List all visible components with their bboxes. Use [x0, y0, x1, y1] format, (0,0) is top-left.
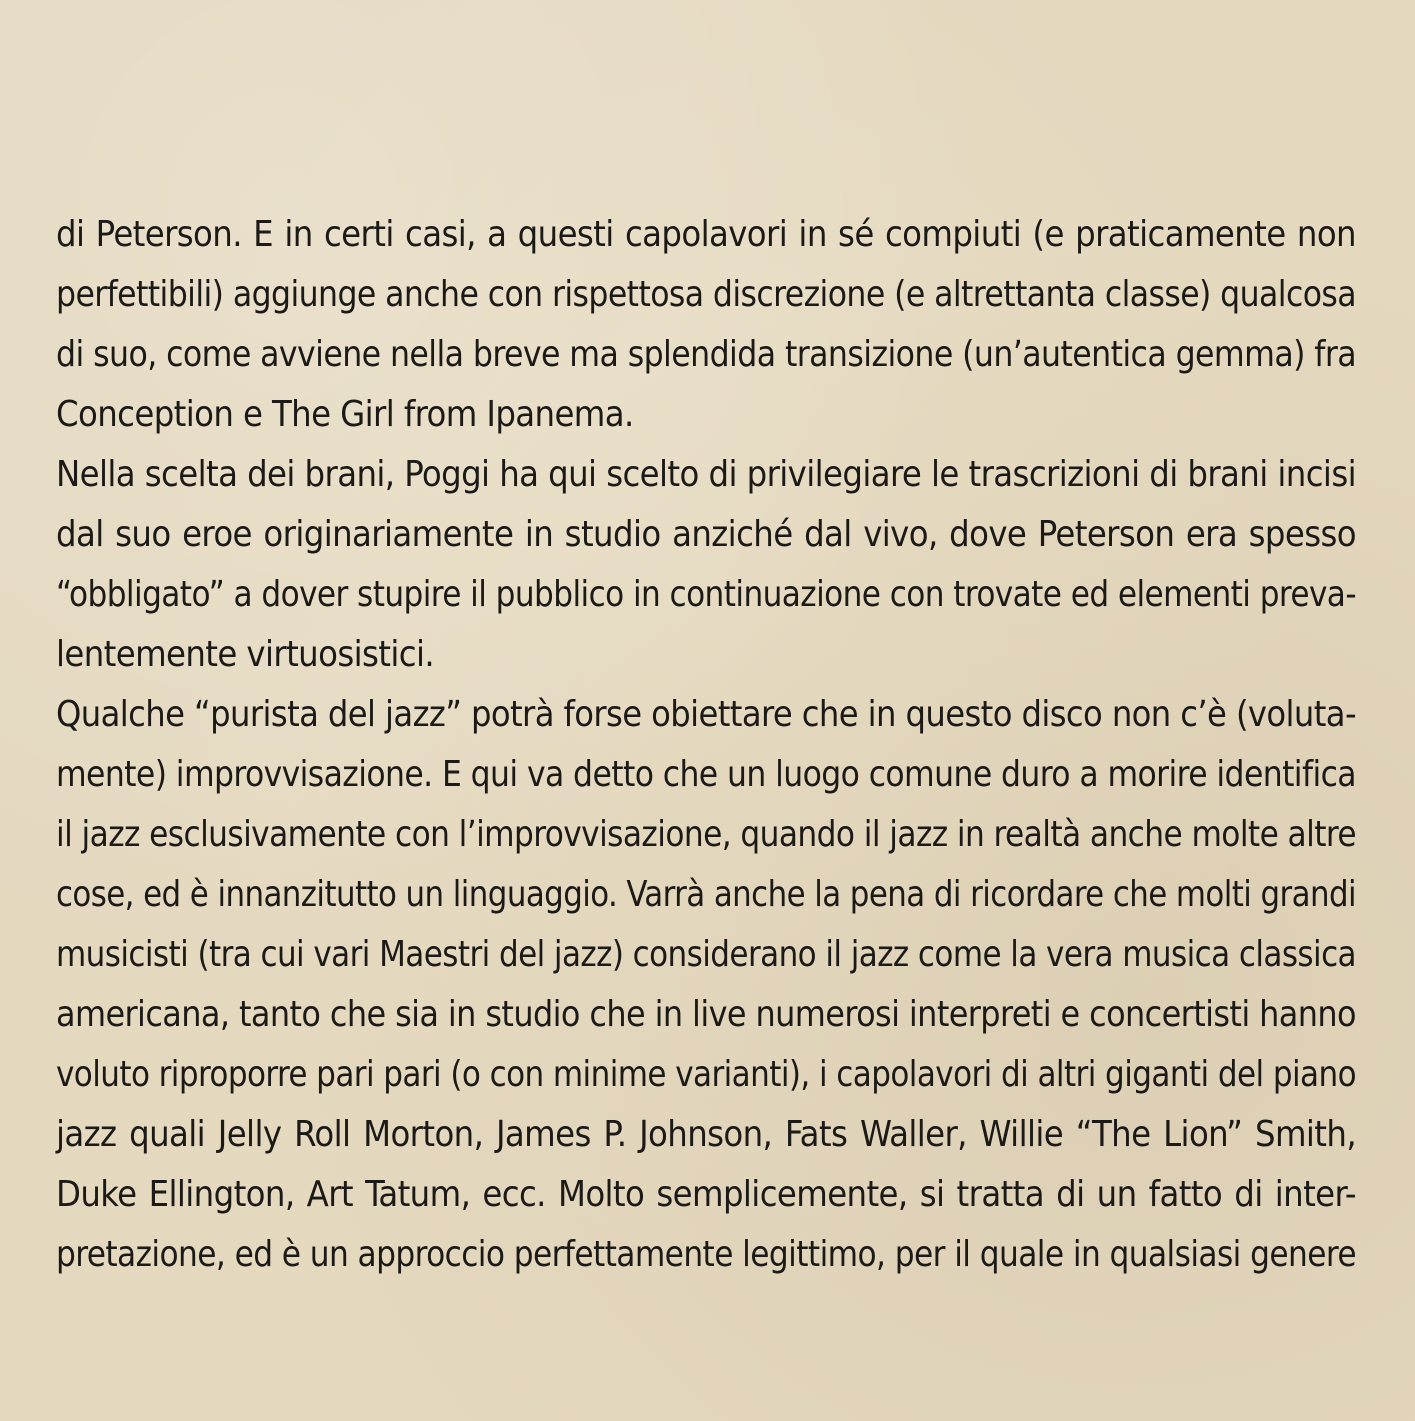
text-line: voluto riproporre pari pari (o con minime varianti), i capolavori di altri giganti del piano: [56, 1054, 1356, 1095]
text-line: di suo, come avviene nella breve ma splendida transizione (un’autentica gemma) fra: [56, 334, 1356, 375]
text-line: Duke Ellington, Art Tatum, ecc. Molto semplicemente, si tratta di un fatto di inter-: [56, 1174, 1356, 1215]
text-line: Nella scelta dei brani, Poggi ha qui scelto di privilegiare le trascrizioni di brani incisi: [56, 454, 1356, 495]
text-line: lentemente virtuosistici.: [56, 634, 435, 675]
text-line: Conception e The Girl from Ipanema.: [56, 394, 634, 435]
text-line: americana, tanto che sia in studio che in live numerosi interpreti e concertisti hanno: [56, 994, 1356, 1035]
text-line: cose, ed è innanzitutto un linguaggio. Varrà anche la pena di ricordare che molti grandi: [56, 874, 1356, 915]
text-line: pretazione, ed è un approccio perfettamente legittimo, per il quale in qualsiasi genere: [56, 1234, 1356, 1275]
body-text: [56, 205, 1356, 1285]
text-line: jazz quali Jelly Roll Morton, James P. Johnson, Fats Waller, Willie “The Lion” Smith,: [56, 1114, 1356, 1155]
text-line: di Peterson. E in certi casi, a questi capolavori in sé compiuti (e praticamente non: [56, 214, 1356, 255]
text-line: perfettibili) aggiunge anche con rispettosa discrezione (e altrettanta classe) qualcosa: [56, 274, 1356, 315]
text-line: musicisti (tra cui vari Maestri del jazz) considerano il jazz come la vera musica classica: [56, 934, 1356, 975]
text-line: mente) improvvisazione. E qui va detto che un luogo comune duro a morire identifica: [56, 754, 1356, 795]
text-line: dal suo eroe originariamente in studio anziché dal vivo, dove Peterson era spesso: [56, 514, 1356, 555]
text-line: il jazz esclusivamente con l’improvvisazione, quando il jazz in realtà anche molte altre: [56, 814, 1356, 855]
text-line: “obbligato” a dover stupire il pubblico in continuazione con trovate ed elementi preva-: [56, 574, 1356, 615]
text-line: Qualche “purista del jazz” potrà forse obiettare che in questo disco non c’è (voluta-: [56, 694, 1356, 735]
